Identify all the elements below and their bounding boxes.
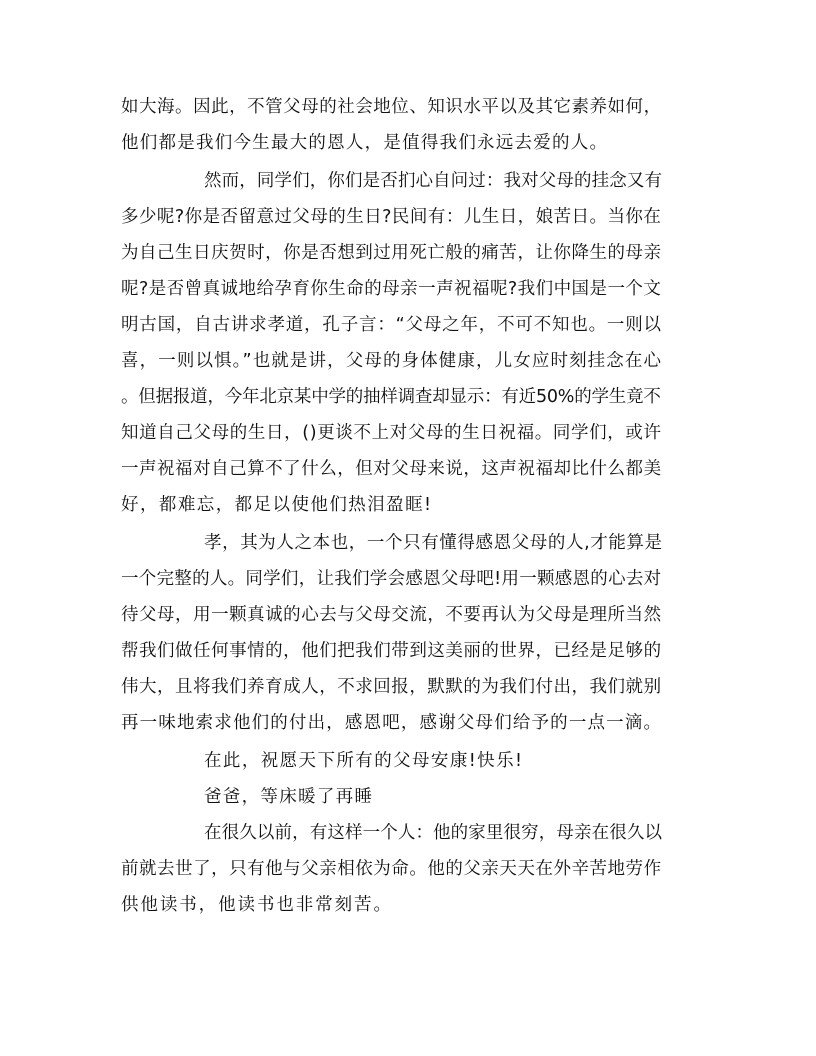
line-text: 喜，一则以惧。”也就是讲，父母的身体健康，儿女应时刻挂念在心 — [121, 351, 663, 371]
line-text: 一声祝福对自己算不了什么，但对父母来说，这声祝福却比什么都美 — [121, 459, 662, 479]
line-text: 爸爸，等床暖了再睡 — [204, 787, 374, 807]
line-text: 如大海。因此，不管父母的社会地位、知识水平以及其它素养如何， — [121, 97, 662, 117]
text-line — [0, 750, 816, 772]
line-text: 然而，同学们，你们是否扪心自问过：我对父母的挂念又有 — [204, 171, 663, 191]
line-text: 他们都是我们今生最大的恩人，是值得我们永远去爱的人。 — [121, 133, 609, 153]
line-text: 好，都难忘，都足以使他们热泪盈眶! — [121, 495, 433, 515]
text-line — [0, 386, 816, 408]
line-text: 再一味地索求他们的付出，感恩吧，感谢父母们给予的一点一滴。 — [121, 713, 663, 733]
text-line — [0, 494, 816, 516]
text-line — [0, 422, 816, 444]
line-text: 。但据报道，今年北京某中学的抽样调查却显示：有近50%的学生竟不 — [121, 387, 661, 407]
text-line — [0, 604, 816, 626]
text-line — [0, 132, 816, 154]
line-text: 多少呢?你是否留意过父母的生日?民间有：儿生日，娘苦日。当你在 — [121, 207, 662, 227]
line-text: 孝，其为人之本也，一个只有懂得感恩父母的人,才能算是 — [204, 533, 663, 553]
line-text: 在很久以前，有这样一个人：他的家里很穷，母亲在很久以 — [204, 823, 663, 843]
line-text: 在此，祝愿天下所有的父母安康!快乐! — [204, 751, 524, 771]
text-line — [0, 568, 816, 590]
text-line — [0, 640, 816, 662]
text-line — [0, 278, 816, 300]
text-line — [0, 350, 816, 372]
text-line — [0, 894, 816, 916]
line-text: 前就去世了，只有他与父亲相依为命。他的父亲天天在外辛苦地劳作 — [121, 859, 662, 879]
text-line — [0, 532, 816, 554]
text-line — [0, 170, 816, 192]
line-text: 一个完整的人。同学们，让我们学会感恩父母吧!用一颗感恩的心去对 — [121, 569, 662, 589]
line-text: 知道自己父母的生日，()更谈不上对父母的生日祝福。同学们，或许 — [121, 423, 662, 443]
line-text: 帮我们做任何事情的，他们把我们带到这美丽的世界，已经是足够的 — [121, 641, 662, 661]
text-line — [0, 822, 816, 844]
text-line — [0, 676, 816, 698]
line-text: 待父母，用一颗真诚的心去与父母交流，不要再认为父母是理所当然 — [121, 605, 662, 625]
line-text: 为自己生日庆贺时，你是否想到过用死亡般的痛苦，让你降生的母亲 — [121, 243, 662, 263]
line-text: 供他读书，他读书也非常刻苦。 — [121, 895, 393, 915]
text-line — [0, 858, 816, 880]
text-line — [0, 206, 816, 228]
text-line — [0, 314, 816, 336]
line-text: 明古国，自古讲求孝道，孔子言：“父母之年，不可不知也。一则以 — [121, 315, 662, 335]
text-line — [0, 712, 816, 734]
text-line — [0, 458, 816, 480]
line-text: 呢?是否曾真诚地给孕育你生命的母亲一声祝福呢?我们中国是一个文 — [121, 279, 662, 299]
text-line — [0, 242, 816, 264]
text-line — [0, 786, 816, 808]
text-line — [0, 96, 816, 118]
line-text: 伟大，且将我们养育成人，不求回报，默默的为我们付出，我们就别 — [121, 677, 662, 697]
